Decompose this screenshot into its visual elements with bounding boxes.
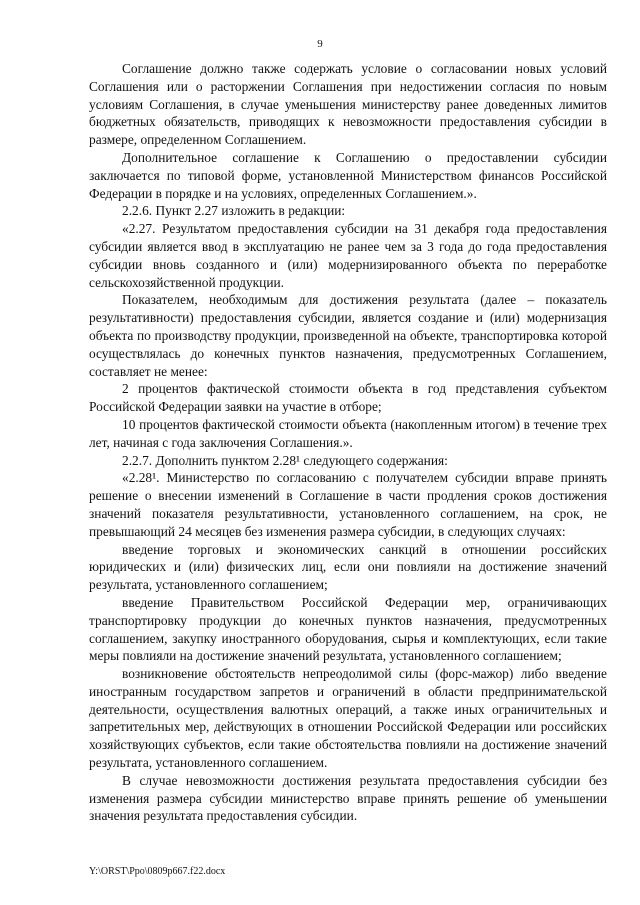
paragraph-clause-2-2-7: 2.2.7. Дополнить пунктом 2.28¹ следующего содержания:	[122, 452, 448, 468]
paragraph-performance-indicator: Показателем, необходимым для достижения результата (далее – показатель результативности) предоставления субсидии, является создание и (или) модернизация объекта по производству продукции, произведенной на объекте, транспортировка которой осуществлялась до конечных пунктов назначения, предусмотренных Соглашением, составляет не менее:	[89, 292, 607, 379]
paragraph-two-percent: 2 процентов фактической стоимости объекта в год представления субъектом Российской Федерации заявки на участие в отборе;	[89, 381, 607, 415]
paragraph-clause-2-27: «2.27. Результатом предоставления субсидии на 31 декабря года предоставления субсидии является ввод в эксплуатацию не ранее чем за 3 года до года предоставления субсидии вновь созданного и (или) модернизированного объекта по переработке сельскохозяйственной продукции.	[89, 221, 607, 290]
paragraph-clause-2-2-6: 2.2.6. Пункт 2.27 изложить в редакции:	[122, 203, 346, 219]
document-body	[89, 60, 607, 825]
page-number: 9	[317, 38, 323, 50]
paragraph-result-reduction: В случае невозможности достижения результата предоставления субсидии без изменения размера субсидии министерство вправе принять решение об уменьшении значения результата предоставления субсидии.	[89, 772, 607, 824]
paragraph-clause-2-28-1: «2.28¹. Министерство по согласованию с получателем субсидии вправе принять решение о внесении изменений в Соглашение в части продления сроков достижения значений показателя результативности, установленного соглашением, на срок, не превышающий 24 месяцев без изменения размера субсидии, в следующих случаях:	[89, 470, 607, 539]
paragraph-additional-agreement: Дополнительное соглашение к Соглашению о предоставлении субсидии заключается по типовой форме, установленной Министерством финансов Российской Федерации в порядке и на условиях, определенных Соглашением.».	[89, 149, 607, 201]
footer-file-path: Y:\ORST\Ppo\0809p667.f22.docx	[89, 866, 226, 877]
paragraph-force-majeure-case: возникновение обстоятельств непреодолимой силы (форс-мажор) либо введение иностранным государством запретов и ограничений в области предпринимательской деятельности, осуществления валютных операций, а также иных ограничительных и запретительных мер, действующих в отношении Российской Федерации или российских хозяйствующих субъектов, если такие обстоятельства повлияли на достижение значений результата, установленного соглашением.	[89, 666, 607, 771]
paragraph-agreement-conditions: Соглашение должно также содержать условие о согласовании новых условий Соглашения или о расторжении Соглашения при недостижении согласия по новым условиям Соглашения, в случае уменьшения министерству ранее доведенных лимитов бюджетных обязательств, приводящих к невозможности предоставления субсидии в размере, определенном Соглашением.	[89, 61, 607, 148]
paragraph-ten-percent: 10 процентов фактической стоимости объекта (накопленным итогом) в течение трех лет, начиная с года заключения Соглашения.».	[89, 416, 607, 450]
paragraph-sanctions-case: введение торговых и экономических санкций в отношении российских юридических и (или) физических лиц, если они повлияли на достижение значений результата, установленного соглашением;	[89, 541, 607, 593]
paragraph-government-measures-case: введение Правительством Российской Федерации мер, ограничивающих транспортировку продукции до конечных пунктов назначения, предусмотренных соглашением, закупку иностранного оборудования, сырья и комплектующих, если такие меры повлияли на достижение значений результата, установленного соглашением;	[89, 594, 607, 664]
